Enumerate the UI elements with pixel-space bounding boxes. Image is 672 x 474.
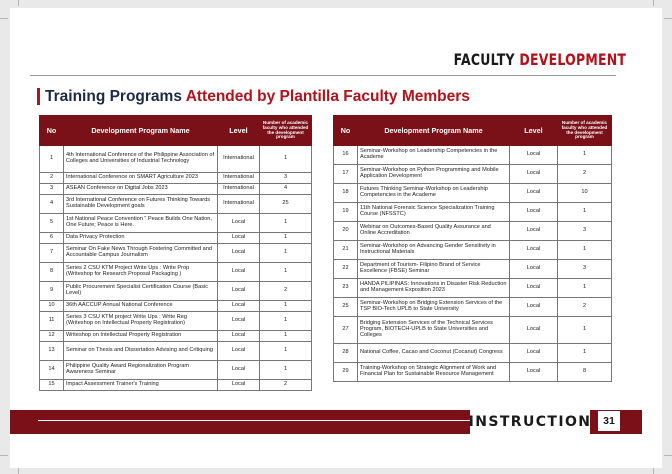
crop-mark-bottom-left-v xyxy=(18,468,19,474)
program-level: Local xyxy=(510,146,558,165)
column-header-level: Level xyxy=(218,116,260,146)
table-row xyxy=(40,195,312,214)
table-row xyxy=(40,146,312,173)
row-number: 19 xyxy=(334,203,358,222)
row-number: 21 xyxy=(334,241,358,260)
page-number: 31 xyxy=(598,411,620,431)
table-row xyxy=(334,165,612,184)
row-number: 10 xyxy=(40,301,64,312)
program-level: Local xyxy=(510,260,558,279)
program-level: Local xyxy=(510,363,558,382)
program-name: Public Procurement Specialist Certification Course (Basic Level) xyxy=(64,282,218,301)
table-row xyxy=(40,233,312,244)
program-level: Local xyxy=(218,380,260,391)
table-row xyxy=(40,214,312,233)
row-number: 23 xyxy=(334,279,358,298)
page-header xyxy=(453,50,626,69)
section-title-part1: Training Programs xyxy=(45,88,182,105)
attendee-count: 1 xyxy=(558,241,612,260)
program-name: HANDA PILIPINAS: Innovations in Disaster Risk Reduction and Management Exposition 2023 xyxy=(358,279,510,298)
table-row xyxy=(40,244,312,263)
table-row xyxy=(40,184,312,195)
table-row xyxy=(40,342,312,361)
row-number: 11 xyxy=(40,312,64,331)
attendee-count: 3 xyxy=(558,260,612,279)
table-row xyxy=(334,241,612,260)
program-name: Writeshop on Intellectual Property Registration xyxy=(64,331,218,342)
program-level: Local xyxy=(510,241,558,260)
program-name: Seminar On Fake News Through Fostering Committed and Accountable Campus Journalism xyxy=(64,244,218,263)
program-name: Webinar on Outcomes-Based Quality Assurance and Online Accreditation xyxy=(358,222,510,241)
table-row xyxy=(334,260,612,279)
program-level: Local xyxy=(218,361,260,380)
attendee-count: 1 xyxy=(558,279,612,298)
attendee-count: 1 xyxy=(260,301,312,312)
program-name: 36th AACCUP Annual National Conference xyxy=(64,301,218,312)
table-row xyxy=(40,173,312,184)
attendee-count: 1 xyxy=(260,361,312,380)
table-row xyxy=(334,222,612,241)
row-number: 3 xyxy=(40,184,64,195)
program-level: Local xyxy=(510,222,558,241)
program-name: Department of Tourism- Filipino Brand of Service Excellence (FBSE) Seminar xyxy=(358,260,510,279)
training-table-left xyxy=(39,115,312,391)
program-level: Local xyxy=(510,184,558,203)
table-row xyxy=(40,263,312,282)
attendee-count: 1 xyxy=(558,344,612,363)
header-word-faculty: FACULTY xyxy=(453,50,515,69)
program-name: Bridging Extension Services of the Technical Services Program, BIOTECH-UPLB to State Universities and Colleges xyxy=(358,317,510,344)
attendee-count: 1 xyxy=(260,312,312,331)
program-level: Local xyxy=(218,301,260,312)
table-row xyxy=(40,312,312,331)
table-row xyxy=(334,146,612,165)
row-number: 27 xyxy=(334,317,358,344)
program-name: Impact Assessment Trainer's Training xyxy=(64,380,218,391)
row-number: 6 xyxy=(40,233,64,244)
column-header-program: Development Program Name xyxy=(358,116,510,146)
column-header-program: Development Program Name xyxy=(64,116,218,146)
footer-section-label: INSTRUCTION xyxy=(470,408,590,436)
program-level: Local xyxy=(510,203,558,222)
program-level: Local xyxy=(218,342,260,361)
program-name: Seminar on Thesis and Dissertation Advising and Critiquing xyxy=(64,342,218,361)
row-number: 12 xyxy=(40,331,64,342)
attendee-count: 1 xyxy=(558,317,612,344)
program-level: International xyxy=(218,195,260,214)
crop-mark-bottom-right-h xyxy=(664,455,672,456)
section-title-part2: Attended by Plantilla Faculty Members xyxy=(185,88,470,105)
program-name: Series 3 CSU KTM project Write Ups : Write Reg (Writeshop on Intellectual Property Registration) xyxy=(64,312,218,331)
row-number: 25 xyxy=(334,298,358,317)
program-level: International xyxy=(218,173,260,184)
crop-mark-bottom-left-h xyxy=(0,455,8,456)
row-number: 20 xyxy=(334,222,358,241)
row-number: 8 xyxy=(40,263,64,282)
table-row xyxy=(334,298,612,317)
program-level: Local xyxy=(218,331,260,342)
program-level: Local xyxy=(510,344,558,363)
program-name: Series 2 CSU KTM Project Write Ups : Write Prop (Writeshop for Research Proposal Packaging ) xyxy=(64,263,218,282)
attendee-count: 2 xyxy=(558,298,612,317)
table-row xyxy=(334,317,612,344)
table-row xyxy=(40,380,312,391)
crop-mark-top-left-h xyxy=(0,18,8,19)
attendee-count: 1 xyxy=(558,203,612,222)
row-number: 1 xyxy=(40,146,64,173)
program-level: Local xyxy=(218,312,260,331)
program-level: Local xyxy=(218,263,260,282)
program-level: Local xyxy=(510,279,558,298)
table-row xyxy=(40,282,312,301)
row-number: 29 xyxy=(334,363,358,382)
row-number: 18 xyxy=(334,184,358,203)
table-row xyxy=(334,279,612,298)
attendee-count: 4 xyxy=(260,184,312,195)
column-header-no: No xyxy=(40,116,64,146)
table-row xyxy=(334,184,612,203)
attendee-count: 2 xyxy=(260,380,312,391)
column-header-level: Level xyxy=(510,116,558,146)
row-number: 5 xyxy=(40,214,64,233)
row-number: 15 xyxy=(40,380,64,391)
program-name: 1st National Peace Convention " Peace Builds One Nation, One Future; Peace is Here. xyxy=(64,214,218,233)
column-header-count: Number of academic faculty who attended the development program xyxy=(260,116,312,146)
program-name: Seminar-Workshop on Leadership Competencies in the Academe xyxy=(358,146,510,165)
section-title xyxy=(37,88,470,105)
row-number: 2 xyxy=(40,173,64,184)
program-level: International xyxy=(218,184,260,195)
program-level: Local xyxy=(218,282,260,301)
attendee-count: 25 xyxy=(260,195,312,214)
attendee-count: 2 xyxy=(260,282,312,301)
table-body-left xyxy=(40,146,312,391)
attendee-count: 1 xyxy=(260,214,312,233)
attendee-count: 2 xyxy=(558,165,612,184)
header-divider xyxy=(30,75,616,76)
program-name: 11th National Forensic Science Specialization Training Course (NFSSTC) xyxy=(358,203,510,222)
table-row xyxy=(334,344,612,363)
row-number: 9 xyxy=(40,282,64,301)
program-name: National Coffee, Cacao and Coconut (Cocanut) Congress xyxy=(358,344,510,363)
row-number: 4 xyxy=(40,195,64,214)
program-name: Philippine Quality Award Regionalization Program Awareness Seminar xyxy=(64,361,218,380)
program-level: Local xyxy=(510,298,558,317)
program-level: Local xyxy=(218,233,260,244)
program-level: Local xyxy=(510,165,558,184)
row-number: 17 xyxy=(334,165,358,184)
program-name: Seminar-Workshop on Advancing Gender Sensitivity in Instructional Materials xyxy=(358,241,510,260)
column-header-no: No xyxy=(334,116,358,146)
header-word-development: DEVELOPMENT xyxy=(519,50,626,69)
row-number: 16 xyxy=(334,146,358,165)
program-name: 4th International Conference of the Philippine Association of Colleges and Universities of Industrial Technology xyxy=(64,146,218,173)
attendee-count: 1 xyxy=(260,342,312,361)
table-row xyxy=(334,363,612,382)
row-number: 13 xyxy=(40,342,64,361)
attendee-count: 1 xyxy=(260,233,312,244)
crop-mark-top-right-h xyxy=(664,18,672,19)
program-level: Local xyxy=(218,214,260,233)
table-body-right xyxy=(334,146,612,382)
program-name: ASEAN Conference on Digital Jobs 2023 xyxy=(64,184,218,195)
program-name: Training-Workshop on Strategic Alignment of Work and Financial Plan for Sustainable Resource Management xyxy=(358,363,510,382)
row-number: 7 xyxy=(40,244,64,263)
crop-mark-top-right-v xyxy=(653,0,654,6)
program-level: International xyxy=(218,146,260,173)
attendee-count: 10 xyxy=(558,184,612,203)
crop-mark-bottom-right-v xyxy=(653,468,654,474)
attendee-count: 1 xyxy=(260,263,312,282)
column-header-count: Number of academic faculty who attended the development program xyxy=(558,116,612,146)
attendee-count: 3 xyxy=(260,173,312,184)
attendee-count: 1 xyxy=(558,146,612,165)
table-row xyxy=(40,331,312,342)
row-number: 28 xyxy=(334,344,358,363)
footer-rule xyxy=(38,420,500,421)
crop-mark-top-left-v xyxy=(18,0,19,6)
table-row xyxy=(40,361,312,380)
program-name: Data Privacy Protection xyxy=(64,233,218,244)
row-number: 14 xyxy=(40,361,64,380)
program-name: Futures Thinking Seminar-Workshop on Leadership Competencies in the Academe xyxy=(358,184,510,203)
program-name: International Conference on SMART Agriculture 2023 xyxy=(64,173,218,184)
training-table-right xyxy=(333,115,612,382)
program-name: 3rd International Conference on Futures Thinking Towards Sustainable Development goals xyxy=(64,195,218,214)
program-name: Seminar-Workshop on Bridging Extension Services of the TSP BIO-Tech UPLB to State University xyxy=(358,298,510,317)
attendee-count: 8 xyxy=(558,363,612,382)
table-row xyxy=(40,301,312,312)
attendee-count: 1 xyxy=(260,146,312,173)
attendee-count: 1 xyxy=(260,331,312,342)
program-name: Seminar-Workshop on Python Programming and Mobile Application Development xyxy=(358,165,510,184)
table-row xyxy=(334,203,612,222)
attendee-count: 1 xyxy=(260,244,312,263)
row-number: 22 xyxy=(334,260,358,279)
program-level: Local xyxy=(218,244,260,263)
program-level: Local xyxy=(510,317,558,344)
attendee-count: 3 xyxy=(558,222,612,241)
